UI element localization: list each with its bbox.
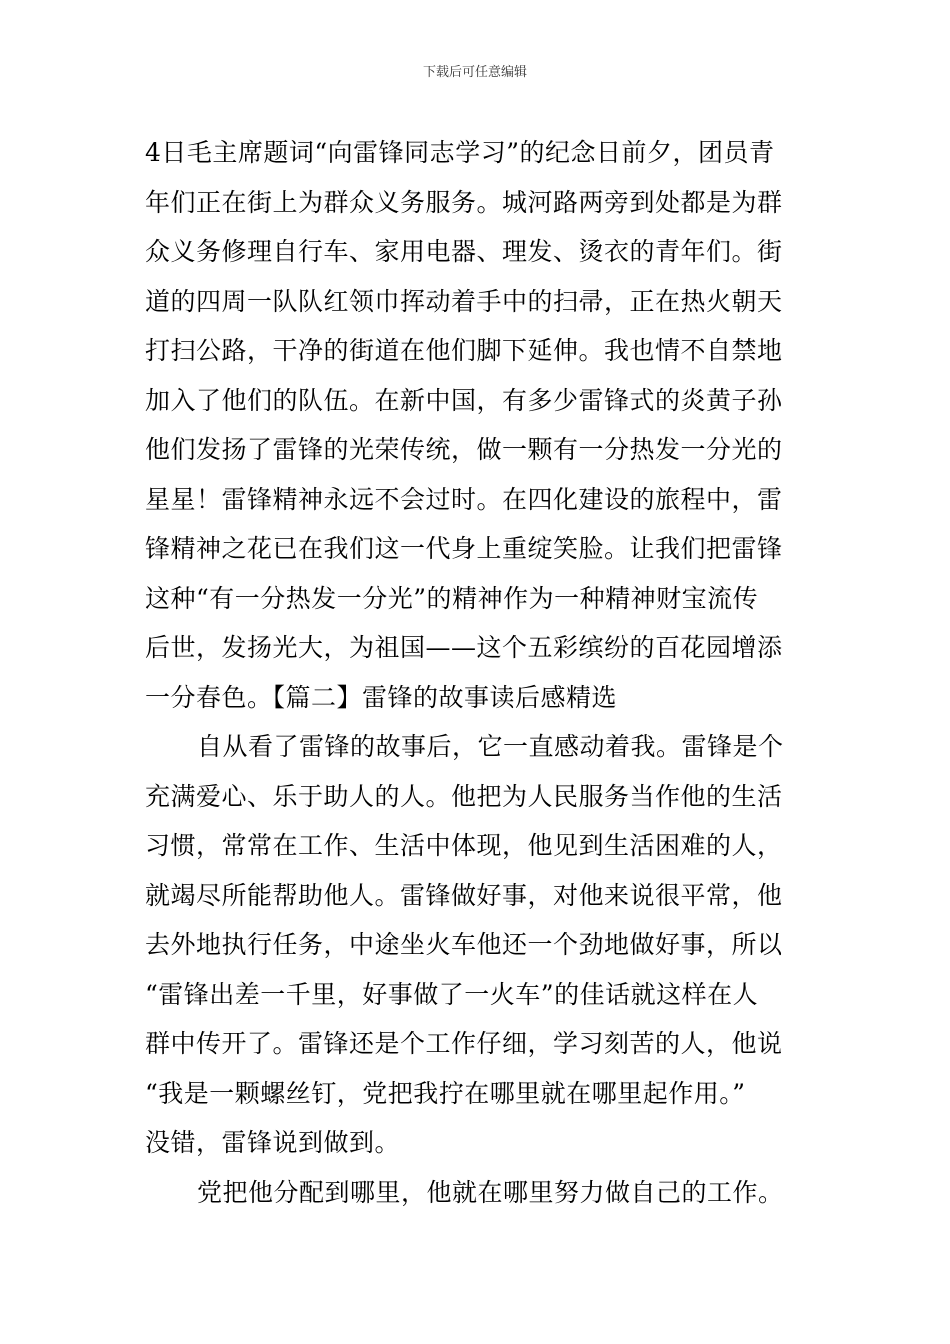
text-line: 群中传开了。雷锋还是个工作仔细，学习刻苦的人，他说 (145, 1029, 783, 1058)
text-line: 去外地执行任务，中途坐火车他还一个劲地做好事，所以 (145, 930, 783, 959)
text-line: 星星！雷锋精神永远不会过时。在四化建设的旅程中，雷 (145, 484, 783, 514)
text-line: 年们正在街上为群众义务服务。城河路两旁到处都是为群 (145, 187, 783, 217)
text-line: 充满爱心、乐于助人的人。他把为人民服务当作他的生活 (145, 781, 783, 811)
text-line: 众义务修理自行车、家用电器、理发、烫衣的青年们。街 (145, 237, 783, 266)
document-body (145, 128, 810, 1217)
text-line: 这种“有一分热发一分光”的精神作为一种精神财宝流传 (145, 583, 759, 613)
text-line: 锋精神之花已在我们这一代身上重绽笑脸。让我们把雷锋 (145, 534, 783, 563)
text-line: 打扫公路，干净的街道在他们脚下延伸。我也情不自禁地 (145, 336, 783, 365)
text-line: 习惯，常常在工作、生活中体现，他见到生活困难的人， (145, 831, 783, 860)
text-line: 就竭尽所能帮助他人。雷锋做好事，对他来说很平常，他 (145, 880, 783, 910)
paragraph-start-line: 自从看了雷锋的故事后，它一直感动着我。雷锋是个 (197, 732, 784, 761)
text-line: 4日毛主席题词“向雷锋同志学习”的纪念日前夕，团员青 (145, 138, 775, 167)
text-line: 道的四周一队队红领巾挥动着手中的扫帚，正在热火朝天 (145, 286, 783, 316)
text-line: 一分春色。【篇二】雷锋的故事读后感精选 (145, 682, 618, 712)
page-header: 下载后可任意编辑 (422, 65, 527, 80)
text-line: 加入了他们的队伍。在新中国，有多少雷锋式的炎黄子孙 (145, 385, 783, 415)
paragraph-start-line: 党把他分配到哪里，他就在哪里努力做自己的工作。 (197, 1177, 784, 1207)
text-line: 后世，发扬光大，为祖国——这个五彩缤纷的百花园增添 (145, 633, 783, 662)
text-line: 他们发扬了雷锋的光荣传统，做一颗有一分热发一分光的 (145, 435, 783, 464)
text-line: “我是一颗螺丝钉，党把我拧在哪里就在哪里起作用。” (145, 1078, 746, 1108)
text-line: 没错，雷锋说到做到。 (145, 1128, 401, 1157)
text-line: “雷锋出差一千里，好事做了一火车”的佳话就这样在人 (145, 979, 759, 1009)
